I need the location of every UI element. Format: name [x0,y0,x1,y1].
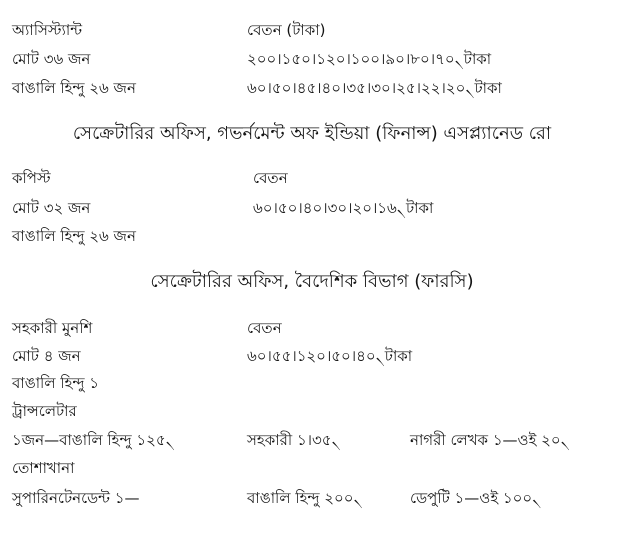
salary-values-1: ২০০।১৫০।১২০।১০০।৯০।৮০।৭০৲টাকা [247,50,492,68]
bengali-hindu-26-text-2: বাঙালি হিন্দু ২৬ জন [12,227,136,245]
toshakhana-col1: সুপারিনটেনডেন্ট ১— [12,489,140,507]
salary-values-4: ৬০।৫৫।১২০।৫০।৪০৲টাকা [247,347,413,365]
toshakhana-label: তোশাখানা [12,459,75,477]
copyist-title: কপিস্ট [12,169,51,187]
translator-col3: নাগরী লেখক ১—ওই ২০৲ [410,431,570,449]
salary-values-2: ৬০।৫০।৪৫।৪০।৩৫।৩০।২৫।২২।২০৲টাকা [247,79,502,97]
salary-title-2: বেতন [253,169,288,187]
salary-title-3: বেতন [247,319,282,337]
bengali-hindu-26-text: বাঙালি হিন্দু ২৬ জন [12,79,136,97]
foreign-dept-heading: সেক্রেটারির অফিস, বৈদেশিক বিভাগ (ফারসি) [150,271,474,292]
total-4-text: মোট ৪ জন [12,347,81,365]
finance-office-heading: সেক্রেটারির অফিস, গভর্নমেন্ট অফ ইন্ডিয়া (ফিনান্স) এসপ্ল্যানেড রো [72,123,552,144]
assistant-title: অ্যাসিস্ট্যান্ট [12,21,83,39]
bengali-hindu-1-text: বাঙালি হিন্দু ১ [12,374,99,392]
assistant-munshi-title: সহকারী মুনশি [12,319,93,337]
translator-col1: ১জন—বাঙালি হিন্দু ১২৫৲ [12,431,175,449]
salary-values-3: ৬০।৫০।৪০।৩০।২০।১৬৲টাকা [253,199,434,217]
total-32-text: মোট ৩২ জন [12,199,91,217]
total-36-text: মোট ৩৬ জন [12,50,91,68]
toshakhana-col3: ডেপুটি ১—ওই ১০০৲ [410,489,542,507]
translator-label: ট্রান্সলেটার [12,402,77,420]
translator-col2: সহকারী ১।৩৫৲ [247,431,341,449]
toshakhana-col2: বাঙালি হিন্দু ২০০৲ [247,489,363,507]
salary-taka-title: বেতন (টাকা) [247,21,326,39]
